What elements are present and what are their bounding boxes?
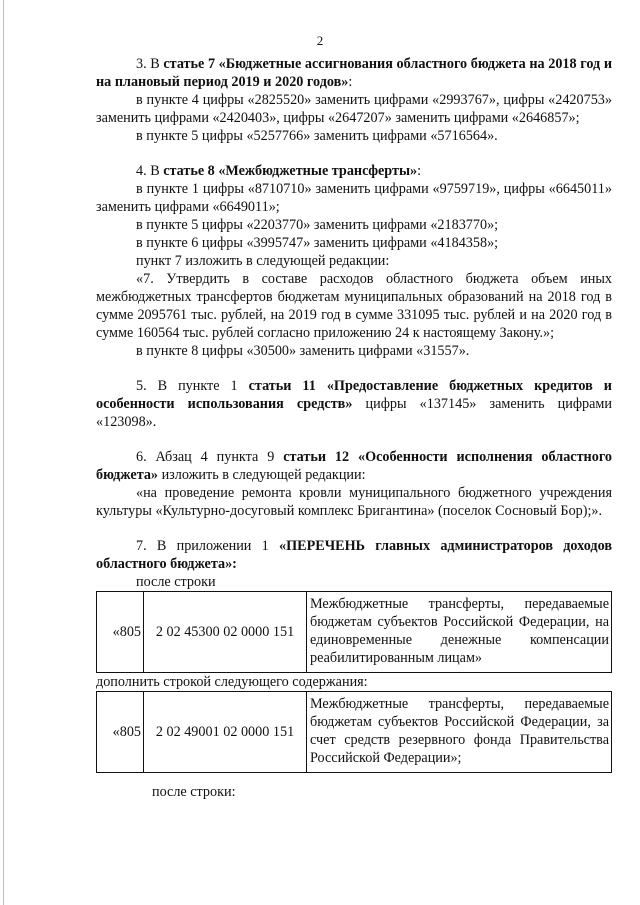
section-3-suffix: :	[348, 74, 353, 90]
section-5-suffix: цифры «137145» заменить цифрами «123098».	[96, 396, 612, 430]
section-7-title: «ПЕРЕЧЕНЬ главных администраторов доходов областного бюджета»:	[96, 538, 612, 572]
section-4-item-7: пункт 7 изложить в следующей редакции:	[136, 253, 390, 269]
section-4-prefix: 4. В	[136, 163, 164, 179]
section-7-prefix: 7. В приложении 1	[136, 538, 280, 554]
section-6	[96, 448, 612, 484]
section-4-heading	[96, 162, 612, 180]
after-row-label: после строки	[136, 574, 216, 590]
admin-code-cell: «805	[97, 692, 144, 773]
section-4-item-6: в пункте 6 цифры «3995747» заменить цифрами «4184358»;	[136, 235, 499, 251]
section-5-title: статьи 11 «Предоставление бюджетных кредитов и особенности использования средств»	[96, 378, 612, 412]
after-row-label-2: после строки:	[152, 784, 236, 800]
section-4-item-5: в пункте 5 цифры «2203770» заменить цифрами «2183770»;	[136, 217, 499, 233]
section-5	[96, 377, 612, 431]
section-3-prefix: 3. В	[136, 56, 164, 72]
section-5-prefix: 5. В пункте 1	[136, 378, 249, 394]
kbk-code-cell: 2 02 45300 02 0000 151	[144, 592, 307, 673]
page-number: 2	[316, 33, 324, 48]
section-6-prefix: 6. Абзац 4 пункта 9	[136, 449, 284, 465]
kbk-code-cell: 2 02 49001 02 0000 151	[144, 692, 307, 773]
section-4-title: статье 8 «Межбюджетные трансферты»	[163, 163, 418, 179]
section-4-item-1: в пункте 1 цифры «8710710» заменить цифрами «9759719», цифры «6645011» заменить цифрами «6649011»;	[96, 181, 612, 215]
table-row	[97, 692, 612, 773]
document-body	[96, 55, 612, 801]
add-row-label: дополнить строкой следующего содержания:	[96, 674, 368, 690]
revenue-name-cell: Межбюджетные трансферты, передаваемые бюджетам субъектов Российской Федерации, на единовременные денежные компенсации реабилитированным лицам»	[307, 592, 612, 673]
section-6-title: статьи 12 «Особенности исполнения областного бюджета»	[96, 449, 612, 483]
section-4-item-8: в пункте 8 цифры «30500» заменить цифрами «31557».	[136, 343, 470, 359]
section-6-quote: «на проведение ремонта кровли муниципального бюджетного учреждения культуры «Культурно-досуговый комплекс Бригантина» (поселок Сосновый Бор);».	[96, 485, 612, 519]
section-3-title: статье 7 «Бюджетные ассигнования областного бюджета на 2018 год и на плановый период 2019 и 2020 годов»	[96, 56, 612, 90]
revenue-name-cell: Межбюджетные трансферты, передаваемые бюджетам субъектов Российской Федерации, за счет средств резервного фонда Правительства Российской Федерации»;	[307, 692, 612, 773]
section-3-heading	[96, 55, 612, 91]
section-4-suffix: :	[417, 163, 422, 179]
section-6-suffix: изложить в следующей редакции:	[158, 467, 366, 483]
section-4-item-7-text: «7. Утвердить в составе расходов областного бюджета объем иных межбюджетных трансфертов бюджетам муниципальных образований на 2018 год в сумме 2095761 тыс. рублей, на 2019 год в сумме 331095 тыс. рублей и на 2020 год в сумме 160564 тыс. рублей согласно приложению 24 к настоящему Закону.»;	[96, 271, 612, 341]
section-7-heading	[96, 537, 612, 573]
table-row	[97, 592, 612, 673]
revenue-table-1	[96, 591, 612, 673]
section-3-item-5: в пункте 5 цифры «5257766» заменить цифрами «5716564».	[136, 128, 498, 144]
page-edge-line	[3, 0, 4, 905]
admin-code-cell: «805	[97, 592, 144, 673]
revenue-table-2	[96, 691, 612, 773]
section-3-item-4: в пункте 4 цифры «2825520» заменить цифрами «2993767», цифры «2420753» заменить цифрами «2420403», цифры «2647207» заменить цифрами «2646857»;	[96, 92, 612, 126]
